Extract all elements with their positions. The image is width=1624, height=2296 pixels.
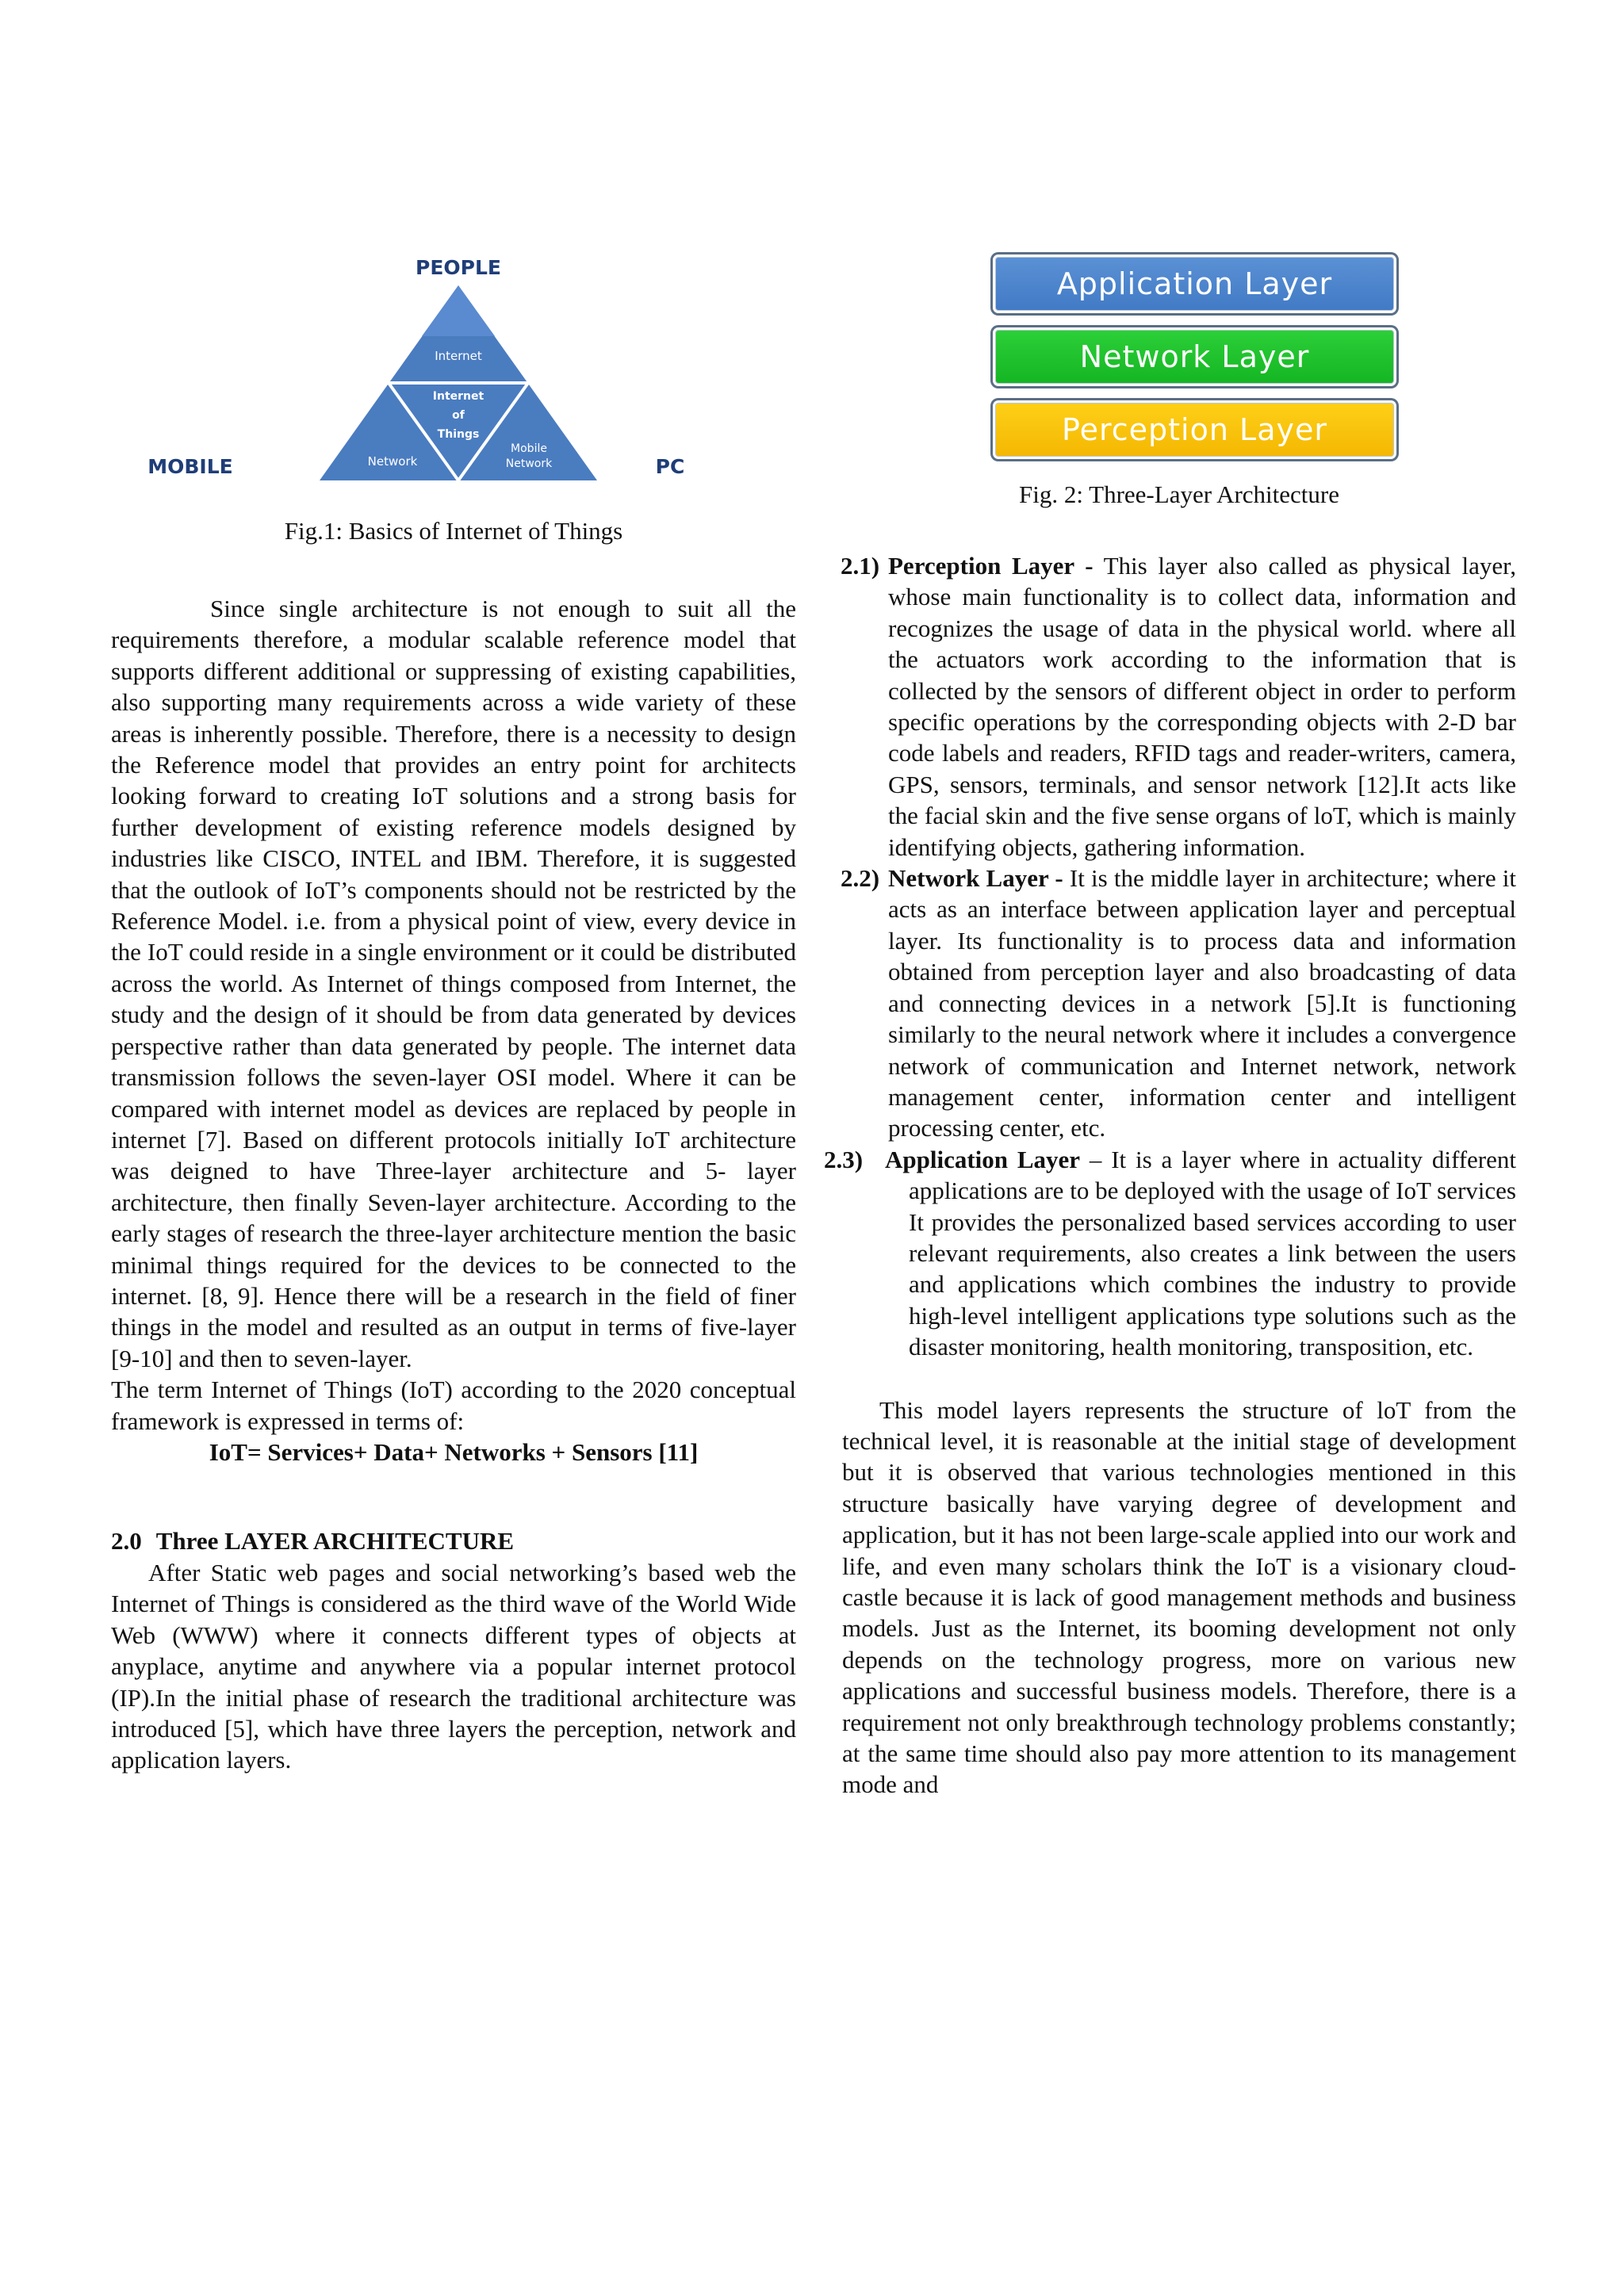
figure-iot-basics bbox=[111, 246, 796, 484]
item-heading: Network Layer - bbox=[888, 864, 1063, 893]
body-paragraph-2: The term Internet of Things (IoT) according to the 2020 conceptual framework is expressed in terms of: bbox=[111, 1376, 796, 1435]
list-item-perception bbox=[841, 550, 1516, 863]
perception-layer-box: Perception Layer bbox=[990, 398, 1399, 461]
list-item-network bbox=[841, 863, 1516, 1144]
body-paragraph-3: After Static web pages and social networking’s based web the Internet of Things is considered as the third wave of the World Wide Web (WWW) where it connects different types of objects at anyplace, anytime and anywhere via a popular internet protocol (IP).In the initial phase of research the traditional architecture was introduced [5], which have three layers the perception, network and application layers. bbox=[111, 1558, 796, 1774]
tri-center-3: Things bbox=[437, 428, 480, 441]
tri-internet: Internet bbox=[435, 349, 482, 363]
item-heading: Perception Layer - bbox=[888, 552, 1094, 580]
label-mobile: MOBILE bbox=[147, 455, 233, 478]
section-title: Three LAYER ARCHITECTURE bbox=[155, 1526, 515, 1555]
right-column bbox=[824, 246, 1516, 1800]
section-number: 2.0 bbox=[111, 1526, 142, 1555]
item-text: – It is a layer where in actuality different applications are to be deployed with the usage of IoT services It provides the personalized based services according to user relevant requirements, also creates a link between the users and applications which combines the industry to provide high-level intelligent applications type solutions such as the disaster monitoring, health monitoring, transposition, etc. bbox=[909, 1145, 1516, 1361]
iot-formula: IoT= Services+ Data+ Networks + Sensors [11] bbox=[209, 1437, 699, 1466]
figure-2-caption: Fig. 2: Three-Layer Architecture bbox=[1019, 480, 1339, 508]
tri-mobile-2: Network bbox=[505, 457, 553, 470]
list-marker: 2.2) bbox=[841, 864, 880, 893]
item-heading: Application Layer bbox=[885, 1145, 1081, 1173]
triangle-shape bbox=[320, 285, 597, 480]
item-text: This layer also called as physical layer, whose main functionality is to collect data, information and recognizes the usage of data in the physical world. where all the actuators work according to the information that is collected by the sensors of different object in order to perform specific operations by the corresponding objects with 2-D bar code labels and readers, RFID tags and reader-writers, camera, GPS, sensors, terminals, and sensor network [12].It acts like the facial skin and the five sense organs of loT, which is mainly identifying objects, gathering information. bbox=[888, 552, 1516, 861]
list-marker: 2.1) bbox=[841, 552, 880, 580]
application-layer-box: Application Layer bbox=[990, 252, 1399, 316]
section-heading bbox=[111, 1525, 796, 1557]
body-paragraph-final: This model layers represents the structure of loT from the technical level, it is reasonable at the initial stage of development but it is observed that various technologies mentioned in this structure basically have varying degree of development and application, but it has not been large-scale applied into our work and life, and even many scholars think the IoT is a visionary cloud-castle because it is lack of good management methods and business models. Just as the Internet, its booming development not only depends on the technology progress, more on various new applications and successful business models. Therefore, there is a requirement not only breakthrough technology problems constantly; at the same time should also pay more attention to its management mode and bbox=[842, 1395, 1516, 1799]
tri-network: Network bbox=[367, 454, 418, 469]
list-marker: 2.3) bbox=[824, 1145, 864, 1173]
figure-1-caption: Fig.1: Basics of Internet of Things bbox=[284, 517, 623, 545]
body-paragraph-1: Since single architecture is not enough to suit all the requirements therefore, a modular scalable reference model that supports different additional or suppressing of existing capabilities, also supporting many requirements across a wide variety of these areas is inherently possible. Therefore, there is a necessity to design the Reference model that provides an entry point for architects looking forward to creating IoT solutions and a strong basis for further development of existing reference models designed by industries like CISCO, INTEL and IBM. Therefore, it is suggested that the outlook of IoT’s components should not be restricted by the Reference Model. i.e. from a physical point of view, every device in the IoT could reside in a single environment or it could be distributed across the world. As Internet of things composed from Internet, the study and the design of it should be from data generated by devices perspective rather than data generated by people. The internet data transmission follows the seven-layer OSI model. Where it can be compared with internet model as devices are replaced by people in internet [7]. Based on different protocols initially IoT architecture was deigned to have Three-layer architecture and 5- layer architecture, then finally Seven-layer architecture. According to the early stages of research the three-layer architecture mention the basic minimal things required for the devices to be connected to the internet. [8, 9]. Hence there will be a research in the field of finer things in the model and resulted as an output in terms of five-layer [9-10] and then to seven-layer. bbox=[111, 595, 796, 1372]
tri-mobile-1: Mobile bbox=[511, 442, 547, 455]
network-layer-box: Network Layer bbox=[990, 325, 1399, 388]
iot-triangle-diagram bbox=[111, 246, 796, 484]
label-people: PEOPLE bbox=[416, 256, 501, 279]
figure-three-layer bbox=[842, 246, 1516, 458]
tri-center-1: Internet bbox=[432, 390, 485, 403]
list-item-application bbox=[824, 1144, 1516, 1363]
left-column bbox=[111, 246, 796, 1776]
label-pc: PC bbox=[655, 455, 685, 478]
item-text: It is the middle layer in architecture; where it acts as an interface between application layer and perceptual layer. Its functionality is to process data and information obtained from perception layer and also broadcasting of data and connecting devices in a network [5].It is functioning similarly to the neural network where it includes a convergence network of communication and Internet network, network management center, information center and intelligent processing center, etc. bbox=[888, 864, 1516, 1142]
tri-center-2: of bbox=[452, 409, 465, 422]
